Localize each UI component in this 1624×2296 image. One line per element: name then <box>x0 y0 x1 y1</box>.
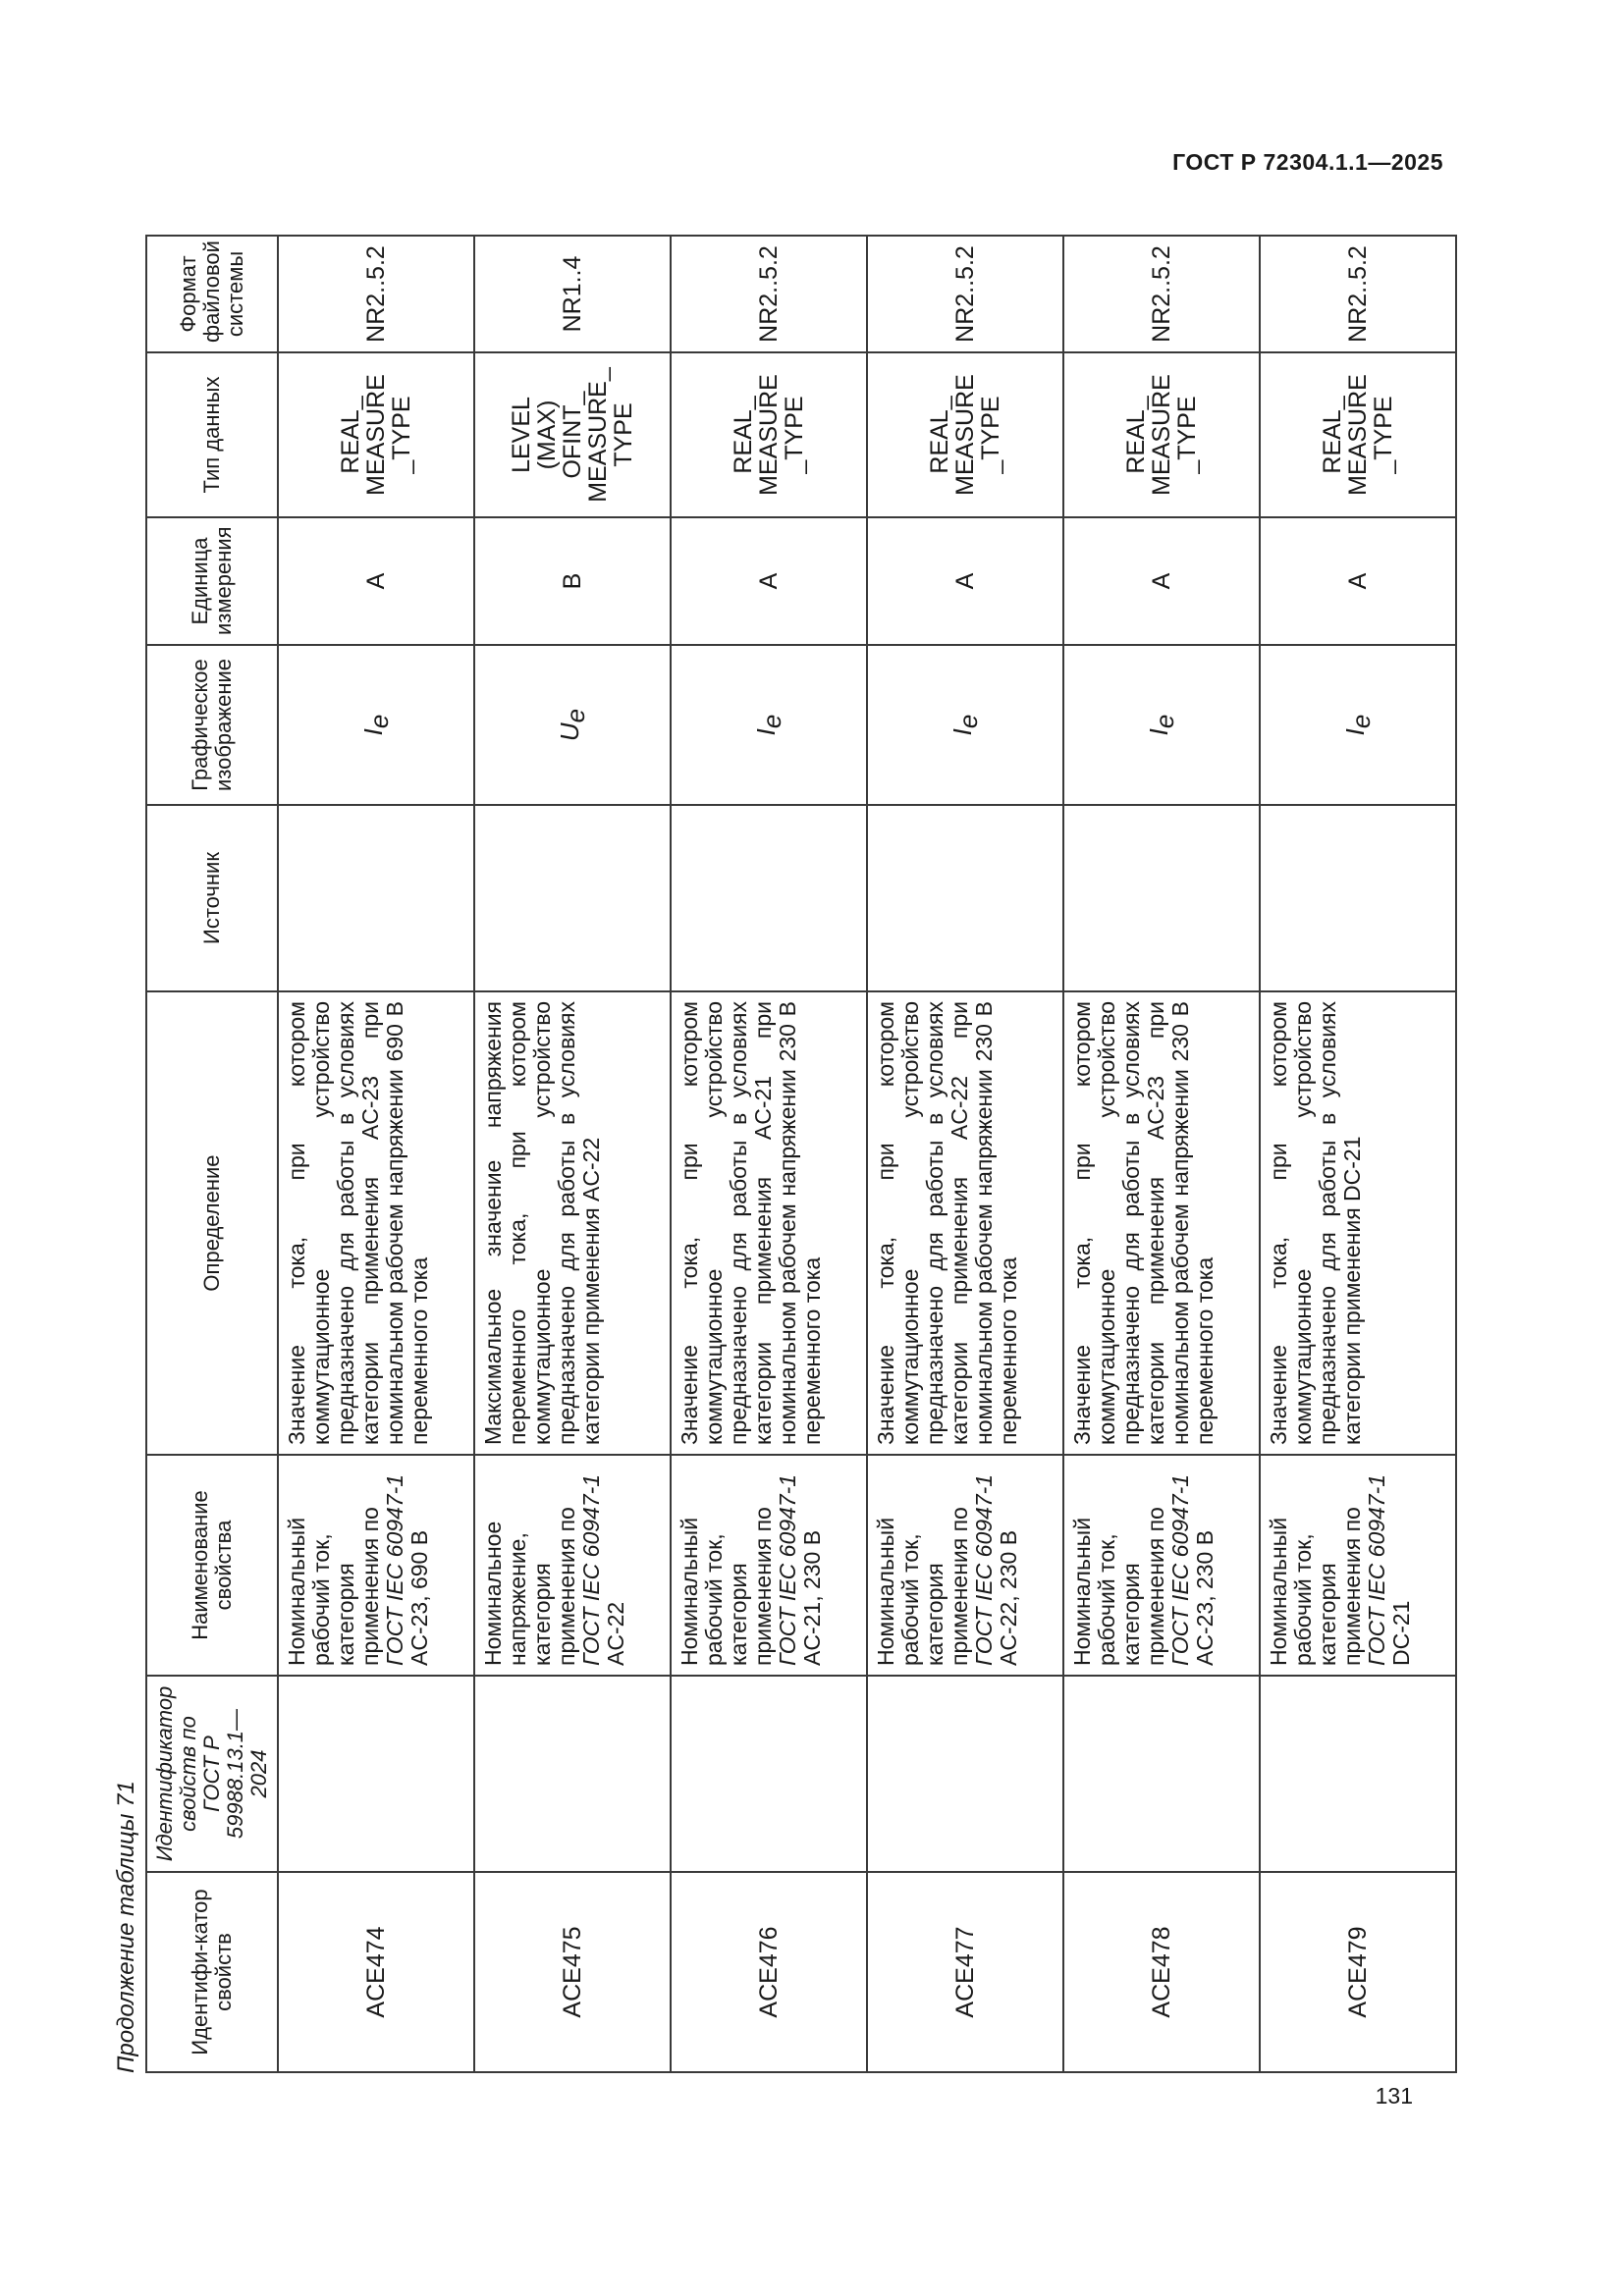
property-id: ACE475 <box>474 1872 671 2072</box>
file-format: NR2..5.2 <box>278 236 474 352</box>
property-source <box>278 805 474 991</box>
property-name <box>474 1455 671 1676</box>
property-name-reference: ГОСТ IEC 60947-1 <box>578 1473 604 1666</box>
graphic-symbol <box>278 645 474 805</box>
data-type: REAL_ MEASURE _TYPE <box>1260 352 1456 517</box>
table-row <box>1063 236 1260 2072</box>
property-name-category: AC-22 <box>603 1601 628 1666</box>
column-header: Формат файловой системы <box>146 236 278 352</box>
data-type: REAL_ MEASURE _TYPE <box>867 352 1063 517</box>
property-name-reference: ГОСТ IEC 60947-1 <box>971 1473 997 1666</box>
rotated-table-block <box>108 237 1516 2073</box>
property-name <box>1063 1455 1260 1676</box>
data-type: LEVEL (MAX) OFINT_ MEASURE_ TYPE <box>474 352 671 517</box>
property-definition: Максимальное значение напряжения переменного тока, при котором коммутационное устройство предназначено для работы в условиях категории применения AC-22 <box>474 991 671 1455</box>
property-id: ACE476 <box>671 1872 867 2072</box>
symbol-letter: U <box>554 722 584 742</box>
property-definition: Значение тока, при котором коммутационное устройство предназначено для работы в условиях категории применения DC-21 <box>1260 991 1456 1455</box>
column-header: Единица измерения <box>146 517 278 645</box>
symbol-letter: I <box>1339 728 1370 736</box>
data-type: REAL_ MEASURE _TYPE <box>278 352 474 517</box>
column-header: Источник <box>146 805 278 991</box>
unit: A <box>278 517 474 645</box>
property-name-reference: ГОСТ IEC 60947-1 <box>775 1473 800 1666</box>
symbol-letter: I <box>750 728 781 736</box>
gost-property-id <box>474 1676 671 1872</box>
property-source <box>474 805 671 991</box>
table-caption: Продолжение таблицы 71 <box>113 1781 139 2073</box>
property-name-text: Номинальный рабочий ток, категория применения по <box>284 1507 383 1666</box>
unit: A <box>671 517 867 645</box>
property-name-reference: ГОСТ IEC 60947-1 <box>1364 1473 1389 1666</box>
symbol-subscript: e <box>756 714 786 729</box>
property-id: ACE477 <box>867 1872 1063 2072</box>
column-header: Графическое изображение <box>146 645 278 805</box>
symbol-subscript: e <box>363 714 394 729</box>
graphic-symbol <box>1260 645 1456 805</box>
gost-property-id <box>671 1676 867 1872</box>
unit: A <box>867 517 1063 645</box>
data-type: REAL_ MEASURE _TYPE <box>1063 352 1260 517</box>
property-name-text: Номинальный рабочий ток, категория применения по <box>677 1507 776 1666</box>
table-row <box>474 236 671 2072</box>
gost-property-id <box>278 1676 474 1872</box>
properties-table <box>145 235 1457 2073</box>
property-definition: Значение тока, при котором коммутационное устройство предназначено для работы в условиях категории применения AC-23 при номинальном рабочем напряжении 690 В переменного тока <box>278 991 474 1455</box>
unit: A <box>1063 517 1260 645</box>
symbol-letter: I <box>357 728 388 736</box>
standard-designation: ГОСТ Р 72304.1.1—2025 <box>1172 149 1443 175</box>
property-name-reference: ГОСТ IEC 60947-1 <box>1167 1473 1193 1666</box>
column-header: Идентификатор свойств по ГОСТ Р 59988.13.1—2024 <box>146 1676 278 1872</box>
property-name-category: AC-22, 230 В <box>996 1529 1021 1666</box>
property-name-text: Номинальный рабочий ток, категория применения по <box>1266 1507 1365 1666</box>
property-name-reference: ГОСТ IEC 60947-1 <box>382 1473 407 1666</box>
graphic-symbol <box>671 645 867 805</box>
property-source <box>1260 805 1456 991</box>
property-source <box>1063 805 1260 991</box>
property-id: ACE474 <box>278 1872 474 2072</box>
column-header: Определение <box>146 991 278 1455</box>
property-id: ACE479 <box>1260 1872 1456 2072</box>
symbol-subscript: e <box>1149 714 1179 729</box>
data-type: REAL_ MEASURE _TYPE <box>671 352 867 517</box>
table-body <box>278 236 1456 2072</box>
file-format: NR1..4 <box>474 236 671 352</box>
property-definition: Значение тока, при котором коммутационное устройство предназначено для работы в условиях категории применения AC-22 при номинальном рабочем напряжении 230 В переменного тока <box>867 991 1063 1455</box>
property-id: ACE478 <box>1063 1872 1260 2072</box>
file-format: NR2..5.2 <box>671 236 867 352</box>
table-row <box>278 236 474 2072</box>
property-name <box>867 1455 1063 1676</box>
unit: В <box>474 517 671 645</box>
gost-property-id <box>1260 1676 1456 1872</box>
property-name <box>1260 1455 1456 1676</box>
property-name-category: AC-21, 230 В <box>799 1529 825 1666</box>
table-row <box>1260 236 1456 2072</box>
unit: A <box>1260 517 1456 645</box>
column-header: Наименование свойства <box>146 1455 278 1676</box>
property-name-text: Номинальный рабочий ток, категория применения по <box>1069 1507 1168 1666</box>
file-format: NR2..5.2 <box>1260 236 1456 352</box>
property-name <box>278 1455 474 1676</box>
graphic-symbol <box>867 645 1063 805</box>
table-row <box>671 236 867 2072</box>
property-name-category: AC-23, 690 В <box>406 1529 432 1666</box>
symbol-subscript: e <box>1345 714 1376 729</box>
symbol-subscript: e <box>560 708 590 723</box>
symbol-letter: I <box>947 728 977 736</box>
property-name-text: Номинальное напряжение, категория применения по <box>480 1507 579 1666</box>
property-name <box>671 1455 867 1676</box>
graphic-symbol <box>474 645 671 805</box>
table-header-row <box>146 236 278 2072</box>
column-header: Идентифи-катор свойств <box>146 1872 278 2072</box>
property-name-category: DC-21 <box>1388 1600 1414 1666</box>
property-definition: Значение тока, при котором коммутационное устройство предназначено для работы в условиях категории применения AC-21 при номинальном рабочем напряжении 230 В переменного тока <box>671 991 867 1455</box>
gost-property-id <box>867 1676 1063 1872</box>
column-header: Тип данных <box>146 352 278 517</box>
property-source <box>867 805 1063 991</box>
property-source <box>671 805 867 991</box>
page-number: 131 <box>1375 2083 1413 2109</box>
graphic-symbol <box>1063 645 1260 805</box>
property-name-category: AC-23, 230 В <box>1192 1529 1218 1666</box>
symbol-letter: I <box>1143 728 1173 736</box>
file-format: NR2..5.2 <box>867 236 1063 352</box>
symbol-subscript: e <box>952 714 983 729</box>
property-definition: Значение тока, при котором коммутационное устройство предназначено для работы в условиях категории применения AC-23 при номинальном рабочем напряжении 230 В переменного тока <box>1063 991 1260 1455</box>
file-format: NR2..5.2 <box>1063 236 1260 352</box>
gost-property-id <box>1063 1676 1260 1872</box>
property-name-text: Номинальный рабочий ток, категория применения по <box>873 1507 972 1666</box>
table-row <box>867 236 1063 2072</box>
